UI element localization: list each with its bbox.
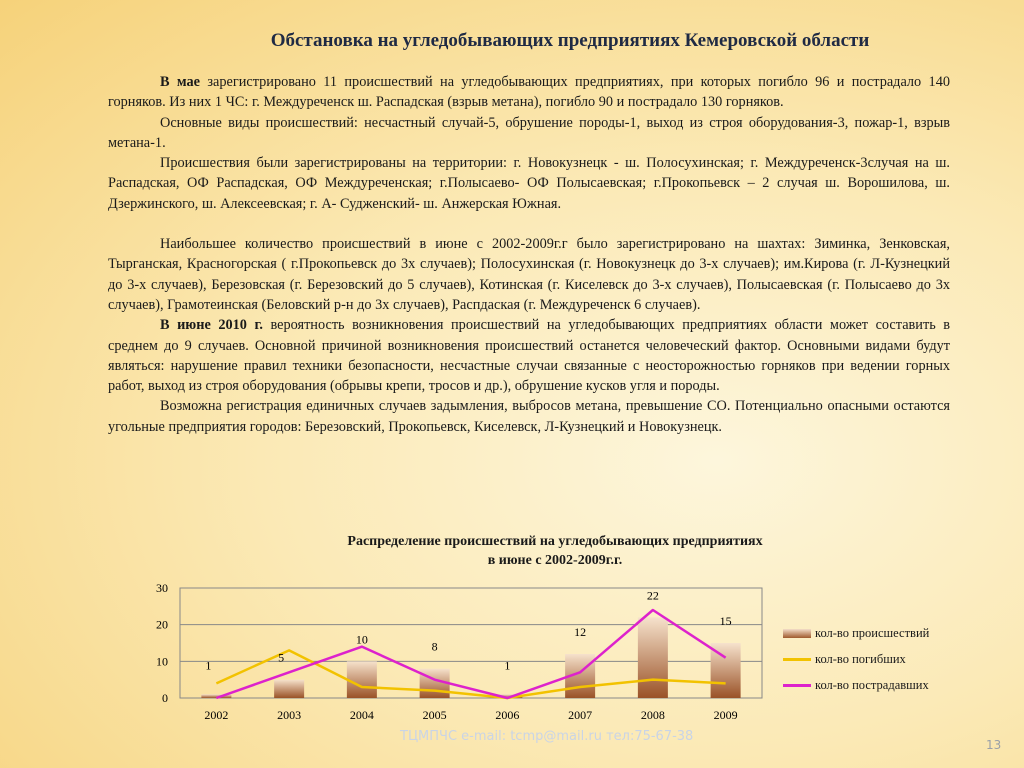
- paragraph-may: [108, 72, 950, 113]
- data-label: 1: [205, 658, 212, 673]
- x-tick-label: 2009: [713, 708, 738, 722]
- incidents-chart: [140, 578, 780, 728]
- legend-item-deaths: [783, 646, 929, 672]
- legend-swatch-line: [783, 658, 811, 661]
- paragraph-text: вероятность возникновения происшествий на угледобывающих предприятиях области может составить в среднем до 9 случаев. Основной причиной возникновения происшествий останется человеческий фактор. Основными видами будут являться: нарушение правил техники безопасности, несчастные случаи связанные с неосторожностью горняков при ведении горных работ, выход из строя оборудования (обрывы крепи, тросов и др.), обрушение кусков угля и породы.: [108, 317, 950, 395]
- paragraph-text: Возможна регистрация единичных случаев задымления, выбросов метана, превышение СО. Потенциально опасными остаются угольные предприятия городов: Березовский, Прокопьевск, Киселевск, Л-Кузнецкий и Новокузнецк.: [108, 398, 950, 435]
- paragraph-text: Происшествия были зарегистрированы на территории: г. Новокузнецк - ш. Полосухинская; г. Междуреченск-3случая на ш. Распадская, ОФ Распадская, ОФ Междуреченская; г.Полысаево- ОФ Полысаевская; г.Прокопьевск – 2 случая ш. Ворошилова, ш. Дзержинского, ш. Алексеевская; г. А- Судженский- ш. Анжерская Южная.: [108, 155, 950, 212]
- legend-label: кол-во пострадавших: [815, 677, 929, 692]
- bar-2003: [274, 680, 304, 698]
- chart-title: [250, 532, 860, 570]
- legend-label: кол-во погибших: [815, 651, 906, 666]
- chart-title-line1: Распределение происшествий на угледобывающих предприятиях: [347, 534, 763, 549]
- x-tick-label: 2006: [495, 708, 520, 722]
- data-label: 15: [719, 614, 732, 628]
- paragraph-possible: [108, 396, 950, 437]
- data-label: 22: [646, 588, 659, 603]
- legend-label: кол-во происшествий: [815, 625, 930, 640]
- paragraph-text: Основные виды происшествий: несчастный случай-5, обрушение породы-1, выход из строя оборудования-3, пожар-1, взрыв метана-1.: [108, 114, 950, 151]
- y-tick-label: 0: [162, 691, 168, 705]
- x-tick-label: 2003: [277, 708, 302, 722]
- paragraph-text: зарегистрировано 11 происшествий на угледобывающих предприятиях, при которых погибло 96 и пострадало 140 горняков. Из них 1 ЧС: г. Междуреченск ш. Распадская (взрыв метана), погибло 90 и пострадало 130 горняков.: [108, 74, 951, 111]
- paragraph-text: Наибольшее количество происшествий в июне с 2002-2009г.г было зарегистрировано на шахтах: Зиминка, Зенковская, Тырганская, Красногорская ( г.Прокопьевск до 3х случаев); Полосухинская (г. Новокузнецк до 3-х случаев); им.Кирова (г. Л-Кузнецкий до 3-х случаев), Березовская (г. Березовский до 5 случаев), Котинская (г. Киселевск до 3-х случаев), Полысаевская (г. Полысаево до 3х случаев), Грамотеинская (Беловский р-н до 3х случаев), Распдаская (г. Междуреченск 6 случаев).: [108, 236, 950, 313]
- legend-swatch-bar: [783, 629, 811, 638]
- data-label: 10: [355, 632, 368, 647]
- paragraph-lead: В мае: [160, 74, 201, 90]
- x-tick-label: 2004: [349, 708, 374, 722]
- page-number: 13: [986, 738, 1002, 752]
- x-tick-label: 2008: [640, 708, 665, 722]
- chart-title-line2: в июне с 2002-2009г.г.: [487, 553, 623, 568]
- x-tick-label: 2007: [568, 708, 593, 722]
- chart-legend: [783, 620, 929, 698]
- legend-item-incidents: [783, 620, 929, 646]
- paragraph-types: [108, 113, 950, 154]
- x-tick-label: 2002: [204, 708, 229, 722]
- bar-2008: [638, 617, 668, 698]
- legend-swatch-line: [783, 684, 811, 687]
- data-label: 12: [574, 625, 587, 639]
- y-tick-label: 20: [156, 617, 168, 632]
- bar-2004: [347, 661, 377, 698]
- data-label: 1: [504, 658, 511, 673]
- paragraph-lead: В июне 2010 г.: [160, 317, 263, 334]
- data-label: 5: [278, 650, 285, 665]
- y-tick-label: 10: [156, 654, 168, 669]
- body-text: [108, 72, 950, 437]
- y-tick-label: 30: [156, 581, 168, 595]
- paragraph-forecast: [108, 315, 950, 396]
- footer-contact: ТЦМПЧС e-mail: tcmp@mail.ru тел:75-67-38: [400, 729, 694, 744]
- paragraph-territory: [108, 153, 950, 214]
- paragraph-june-history: [108, 234, 950, 315]
- data-label: 8: [431, 639, 438, 654]
- x-tick-label: 2005: [422, 708, 447, 722]
- page-title: Обстановка на угледобывающих предприятиях Кемеровской области: [270, 30, 870, 51]
- legend-item-injured: [783, 672, 929, 698]
